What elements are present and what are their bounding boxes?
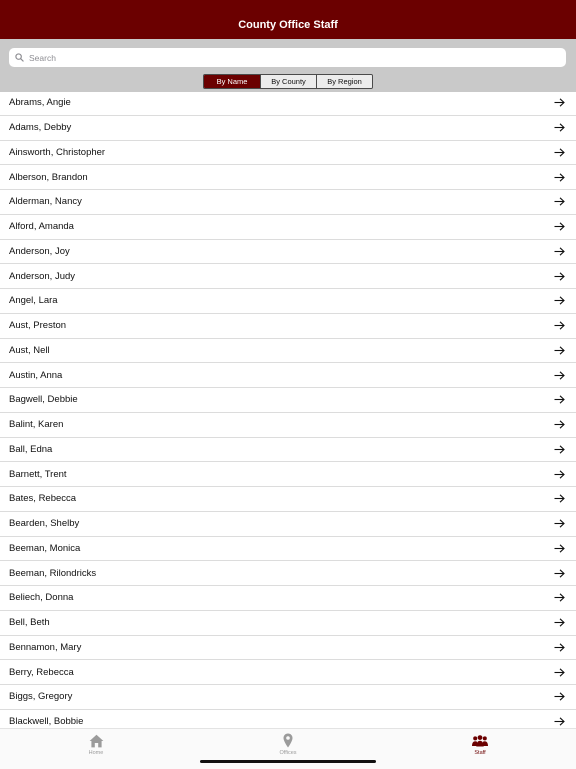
arrow-right-icon [554,420,565,429]
arrow-right-icon [554,272,565,281]
sort-segmented-control [203,74,373,89]
list-item[interactable] [0,537,576,562]
staff-name: Bearden, Shelby [9,518,80,530]
arrow-right-icon [554,494,565,503]
arrow-right-icon [554,296,565,305]
staff-name: Bell, Beth [9,617,50,629]
staff-name: Balint, Karen [9,419,64,431]
staff-name: Berry, Rebecca [9,666,74,678]
staff-name: Bagwell, Debbie [9,394,78,406]
staff-name: Alderman, Nancy [9,196,82,208]
navigation-bar [0,0,576,39]
staff-name: Biggs, Gregory [9,691,73,703]
staff-name: Bates, Rebecca [9,493,77,505]
arrow-right-icon [554,445,565,454]
list-item[interactable] [0,363,576,388]
list-item[interactable] [0,462,576,487]
home-indicator [200,760,376,763]
list-item[interactable] [0,116,576,141]
staff-name: Ainsworth, Christopher [9,146,106,158]
list-item[interactable] [0,586,576,611]
arrow-right-icon [554,544,565,553]
staff-name: Anderson, Joy [9,245,70,257]
segment-by-region[interactable]: By Region [316,75,372,88]
list-item[interactable] [0,264,576,289]
segment-by-county[interactable]: By County [260,75,316,88]
list-item[interactable] [0,190,576,215]
arrow-right-icon [554,247,565,256]
arrow-right-icon [554,618,565,627]
arrow-right-icon [554,98,565,107]
tab-label: Offices [279,750,297,756]
list-item[interactable] [0,685,576,710]
arrow-right-icon [554,346,565,355]
staff-name: Beliech, Donna [9,592,74,604]
staff-name: Beeman, Monica [9,542,81,554]
staff-name: Austin, Anna [9,369,63,381]
search-icon [15,52,27,64]
list-item[interactable] [0,611,576,636]
list-item[interactable] [0,141,576,166]
staff-name: Anderson, Judy [9,270,76,282]
list-item[interactable] [0,438,576,463]
home-icon [89,733,104,748]
page-title: County Office Staff [238,19,338,31]
list-item[interactable] [0,710,576,728]
arrow-right-icon [554,173,565,182]
list-item[interactable] [0,240,576,265]
list-item[interactable] [0,289,576,314]
arrow-right-icon [554,470,565,479]
staff-list[interactable] [0,91,576,728]
staff-name: Bennamon, Mary [9,641,82,653]
staff-name: Alford, Amanda [9,221,74,233]
list-item[interactable] [0,660,576,685]
staff-name: Adams, Debby [9,122,72,134]
list-item[interactable] [0,215,576,240]
list-item[interactable] [0,314,576,339]
search-input[interactable] [29,53,549,63]
arrow-right-icon [554,395,565,404]
list-item[interactable] [0,339,576,364]
arrow-right-icon [554,717,565,726]
staff-name: Angel, Lara [9,295,58,307]
arrow-right-icon [554,519,565,528]
tab-label: Home [88,750,104,756]
tab-home[interactable] [0,729,192,769]
staff-name: Ball, Edna [9,443,53,455]
arrow-right-icon [554,593,565,602]
arrow-right-icon [554,148,565,157]
list-item[interactable] [0,512,576,537]
list-item[interactable] [0,388,576,413]
arrow-right-icon [554,668,565,677]
staff-name: Aust, Nell [9,344,50,356]
list-item[interactable] [0,487,576,512]
staff-name: Aust, Preston [9,320,67,332]
search-box[interactable] [9,48,566,67]
arrow-right-icon [554,569,565,578]
arrow-right-icon [554,123,565,132]
location-pin-icon [283,733,293,748]
staff-group-icon [472,733,488,748]
tab-label: Staff [474,750,486,756]
staff-name: Beeman, Rilondricks [9,567,97,579]
staff-name: Abrams, Angie [9,97,71,109]
list-item[interactable] [0,636,576,661]
segment-by-name[interactable]: By Name [204,75,260,88]
tab-staff[interactable] [384,729,576,769]
staff-name: Alberson, Brandon [9,171,88,183]
staff-name: Blackwell, Bobbie [9,716,84,728]
arrow-right-icon [554,692,565,701]
list-item[interactable] [0,165,576,190]
arrow-right-icon [554,371,565,380]
arrow-right-icon [554,197,565,206]
search-area [0,39,576,92]
tab-offices[interactable] [192,729,384,769]
staff-name: Barnett, Trent [9,468,67,480]
list-item[interactable] [0,561,576,586]
arrow-right-icon [554,643,565,652]
list-item[interactable] [0,413,576,438]
list-item[interactable] [0,91,576,116]
arrow-right-icon [554,321,565,330]
arrow-right-icon [554,222,565,231]
